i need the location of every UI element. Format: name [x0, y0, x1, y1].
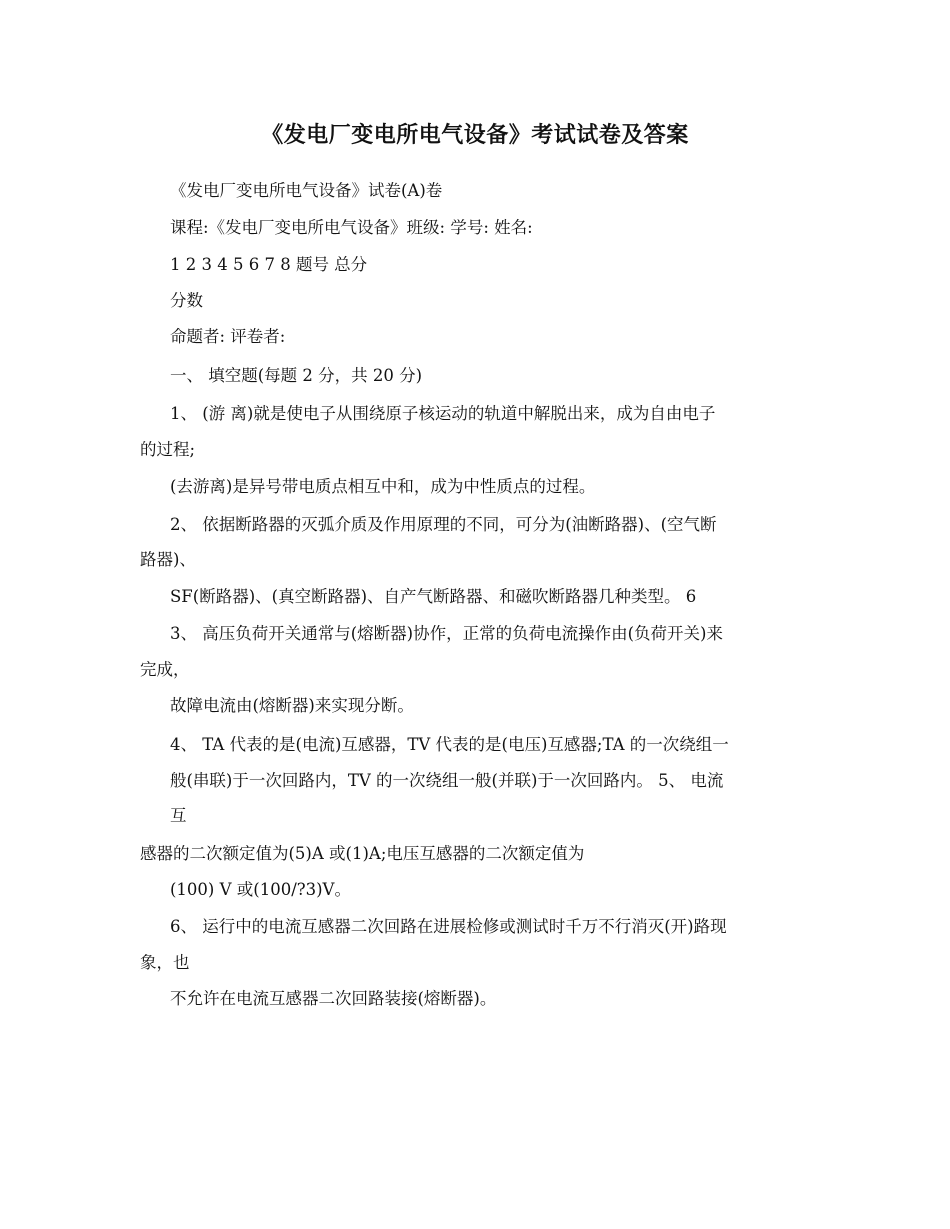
- question-3-line-3: 故障电流由(熔断器)来实现分断。: [170, 696, 414, 715]
- score-table-header: 1 2 3 4 5 6 7 8 题号 总分: [170, 255, 368, 274]
- question-5-line-2: 感器的二次额定值为(5)A 或(1)A;电压互感器的二次额定值为: [140, 844, 585, 863]
- question-2-line-1: 2、 依据断路器的灭弧介质及作用原理的不同，可分为(油断路器)、(空气断: [170, 515, 717, 534]
- question-1-line-3: (去游离)是异号带电质点相互中和，成为中性质点的过程。: [170, 477, 596, 496]
- question-4-line-2: 般(串联)于一次回路内，TV 的一次绕组一般(并联)于一次回路内。 5、 电流: [170, 771, 724, 790]
- question-2-line-3: SF(断路器)、(真空断路器)、自产气断路器、和磁吹断路器几种类型。 6: [170, 587, 697, 606]
- question-4-line-1: 4、 TA 代表的是(电流)互感器，TV 代表的是(电压)互感器;TA 的一次绕组一: [170, 735, 729, 754]
- question-1-line-2: 的过程;: [140, 440, 196, 459]
- section-heading: 一、 填空题(每题 2 分，共 20 分): [170, 366, 423, 385]
- examiner-line: 命题者: 评卷者:: [170, 327, 286, 346]
- document-title: 《发电厂变电所电气设备》考试试卷及答案: [261, 122, 689, 148]
- exam-subtitle: 《发电厂变电所电气设备》试卷(A)卷: [170, 181, 443, 200]
- question-3-line-2: 完成，: [140, 660, 190, 679]
- question-1-line-1: 1、 (游 离)就是使电子从围绕原子核运动的轨道中解脱出来，成为自由电子: [170, 404, 716, 423]
- score-row-label: 分数: [170, 291, 203, 310]
- question-2-line-2: 路器)、: [140, 550, 196, 569]
- question-5-line-1: 互: [170, 806, 187, 825]
- question-6-line-1: 6、 运行中的电流互感器二次回路在进展检修或测试时千万不行消灭(开)路现: [170, 917, 727, 936]
- question-6-line-3: 不允许在电流互感器二次回路装接(熔断器)。: [170, 989, 497, 1008]
- question-6-line-2: 象，也: [140, 953, 190, 972]
- course-info-line: 课程:《发电厂变电所电气设备》班级: 学号: 姓名:: [170, 218, 533, 237]
- question-3-line-1: 3、 高压负荷开关通常与(熔断器)协作，正常的负荷电流操作由(负荷开关)来: [170, 624, 723, 643]
- question-5-line-3: (100) V 或(100/?3)V。: [170, 880, 351, 899]
